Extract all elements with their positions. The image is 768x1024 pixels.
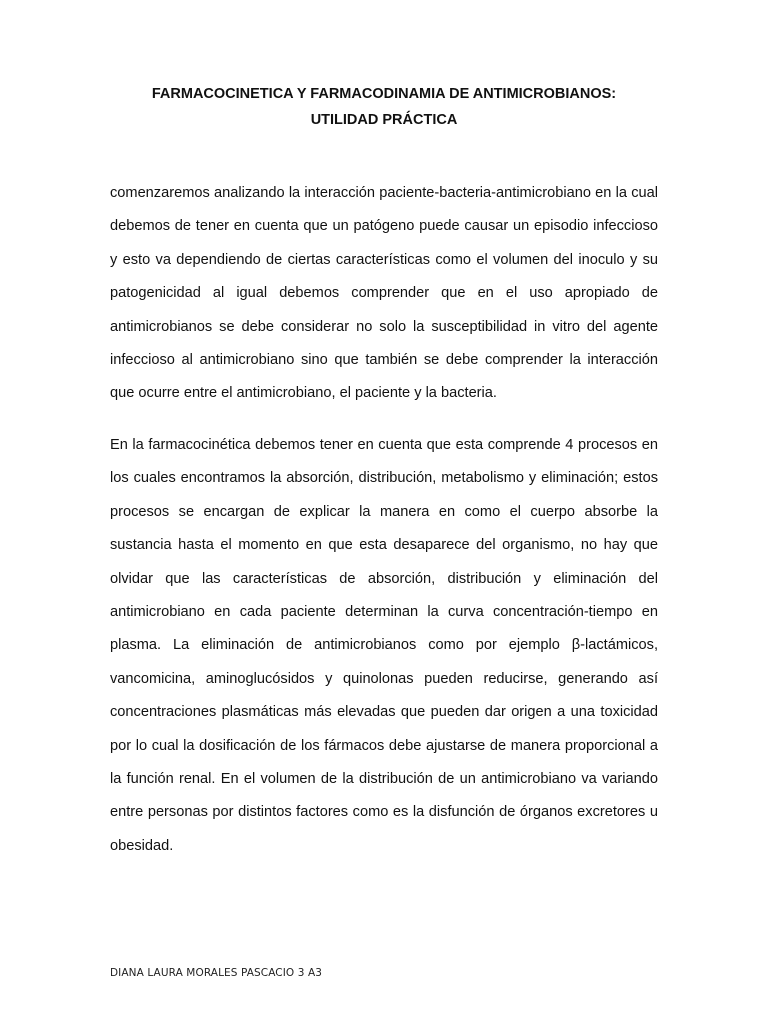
document-title-line-1: FARMACOCINETICA Y FARMACODINAMIA DE ANTIMICROBIANOS: bbox=[151, 86, 617, 102]
page-footer-author: DIANA LAURA MORALES PASCACIO 3 A3 bbox=[110, 967, 323, 979]
paragraph-2: En la farmacocinética debemos tener en cuenta que esta comprende 4 procesos en los cuales encontramos la absorción, distribución, metabolismo y eliminación; estos procesos se encargan de explicar la manera en como el cuerpo absorbe la sustancia hasta el momento en que esta desaparece del organismo, no hay que olvidar que las características de absorción, distribución y eliminación del antimicrobiano en cada paciente determinan la curva concentración-tiempo en plasma. La eliminación de antimicrobianos como por ejemplo β-lactámicos, vancomicina, aminoglucósidos y quinolonas pueden reducirse, generando así concentraciones plasmáticas más elevadas que pueden dar origen a una toxicidad por lo cual la dosificación de los fármacos debe ajustarse de manera proporcional a la función renal. En el volumen de la distribución de un antimicrobiano va variando entre personas por distintos factores como es la disfunción de órganos excretores u obesidad. bbox=[110, 437, 658, 854]
paragraph-1: comenzaremos analizando la interacción paciente-bacteria-antimicrobiano en la cual debemos de tener en cuenta que un patógeno puede causar un episodio infeccioso y esto va dependiendo de ciertas características como el volumen del inoculo y su patogenicidad al igual debemos comprender que en el uso apropiado de antimicrobianos se debe considerar no solo la susceptibilidad in vitro del agente infeccioso al antimicrobiano sino que también se debe comprender la interacción que ocurre entre el antimicrobiano, el paciente y la bacteria. bbox=[110, 185, 658, 402]
document-title-line-2: UTILIDAD PRÁCTICA bbox=[310, 112, 458, 128]
